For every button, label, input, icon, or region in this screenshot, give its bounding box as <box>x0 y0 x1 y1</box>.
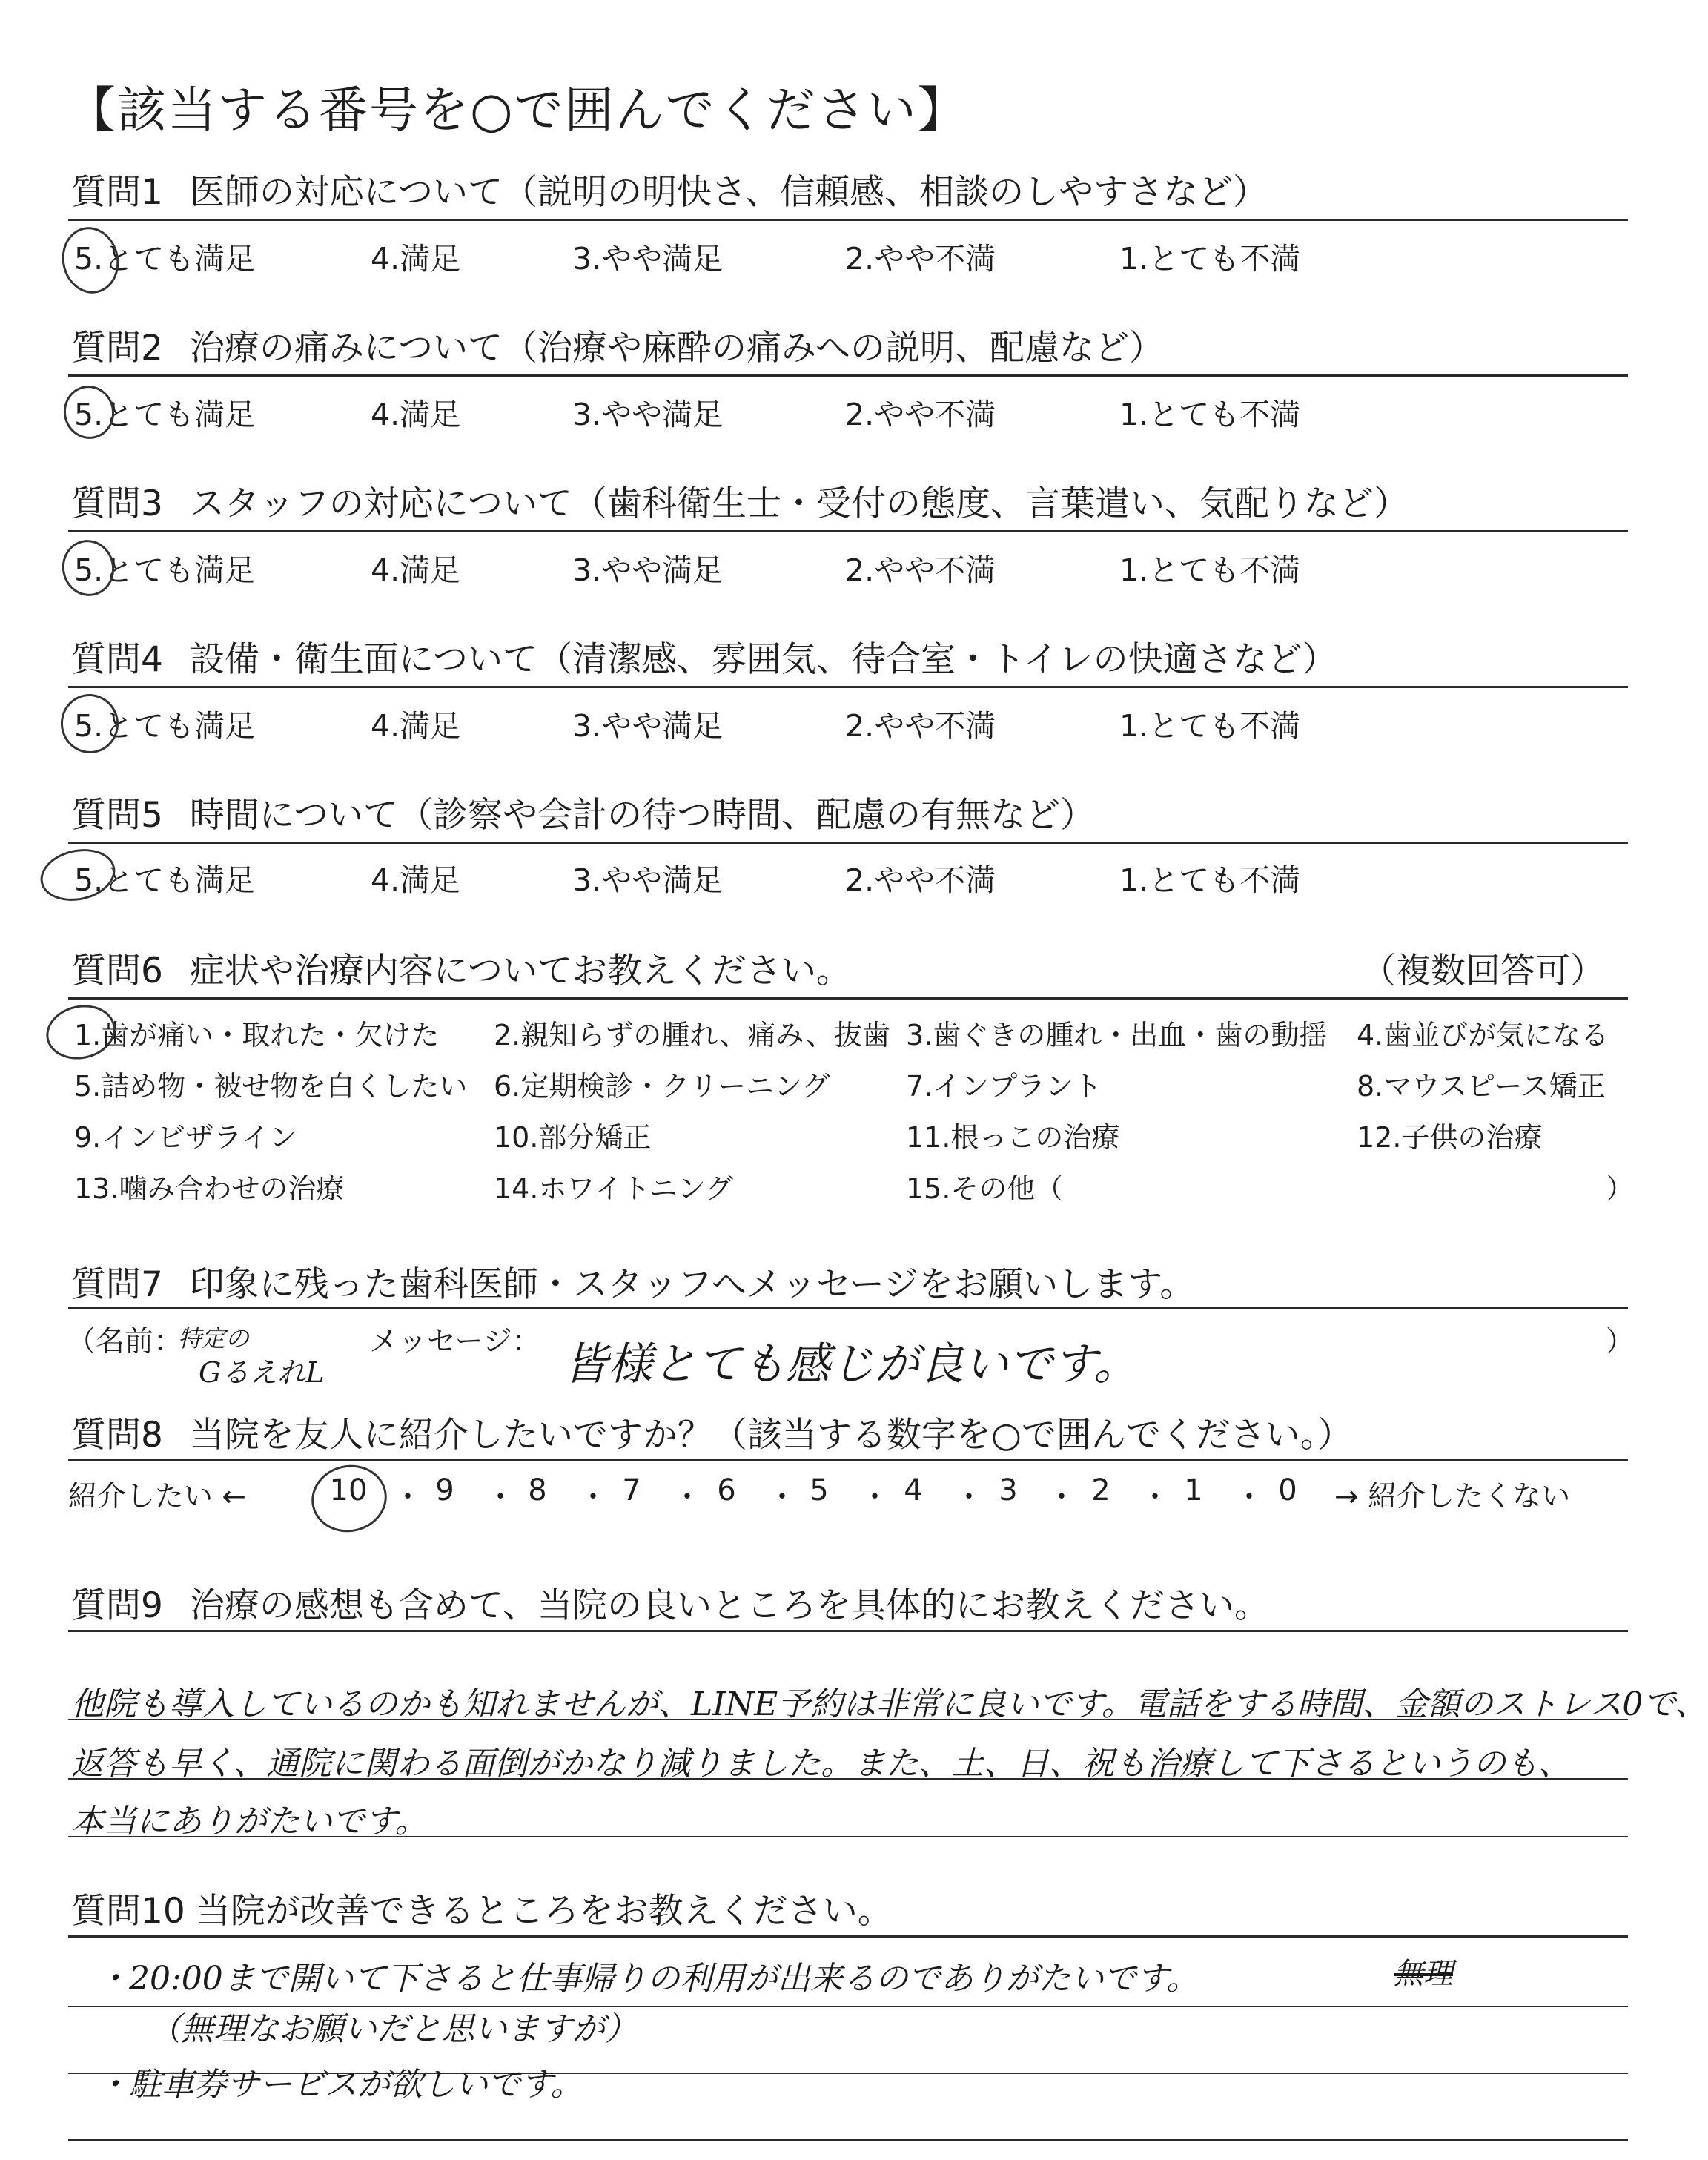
recommend-right-label: → 紹介したくない <box>1334 1480 1571 1513</box>
question-text: 印象に残った歯科医師・スタッフへメッセージをお願いします。 <box>189 1264 1195 1305</box>
answer-line <box>68 2139 1628 2141</box>
selected-circle-mark <box>42 999 121 1066</box>
q10-answer-line-3: ・駐車券サービスが欲しいです。 <box>96 2066 583 2104</box>
q2-option-2[interactable]: 2.やや不満 <box>845 397 996 432</box>
divider <box>68 1630 1628 1632</box>
q6-option-6[interactable]: 6.定期検診・クリーニング <box>494 1070 830 1103</box>
divider <box>68 842 1628 844</box>
selected-circle-mark <box>56 222 125 299</box>
divider <box>68 374 1628 377</box>
q4-option-5[interactable]: 5.とても満足 <box>74 708 256 744</box>
scale-separator: ・ <box>954 1480 984 1514</box>
scale-separator: ・ <box>1047 1480 1076 1514</box>
recommend-left-label: 紹介したい ← <box>68 1480 247 1513</box>
scale-9[interactable]: 9 <box>435 1473 454 1507</box>
q7-message-handwritten: 皆様とても感じが良いです。 <box>563 1338 1139 1390</box>
q4-option-4[interactable]: 4.満足 <box>371 708 461 744</box>
q7-name-label: （名前： <box>67 1325 183 1358</box>
scale-1[interactable]: 1 <box>1184 1473 1203 1507</box>
q1-option-3[interactable]: 3.やや満足 <box>572 241 724 277</box>
question-8 <box>71 1407 1352 1457</box>
q1-option-5[interactable]: 5.とても満足 <box>74 241 256 277</box>
q10-struck-text: 無理 <box>1394 1957 1453 1991</box>
divider <box>68 1307 1628 1309</box>
q6-option-3[interactable]: 3.歯ぐきの腫れ・出血・歯の動揺 <box>906 1019 1328 1051</box>
q5-option-3[interactable]: 3.やや満足 <box>572 862 724 898</box>
q1-option-2[interactable]: 2.やや不満 <box>845 241 996 277</box>
scale-0[interactable]: 0 <box>1278 1473 1297 1507</box>
scale-separator: ・ <box>672 1480 702 1514</box>
divider <box>68 1459 1628 1461</box>
scale-separator: ・ <box>486 1480 515 1514</box>
question-number: 質問4 <box>71 639 163 680</box>
question-2 <box>71 320 1164 370</box>
q4-option-2[interactable]: 2.やや不満 <box>845 708 996 744</box>
question-7 <box>71 1257 1194 1307</box>
q10-answer-line-1: ・20:00まで開いて下さると仕事帰りの利用が出来るのでありがたいです。 <box>96 1960 1199 1998</box>
q6-option-4[interactable]: 4.歯並びが気になる <box>1357 1019 1609 1051</box>
q5-option-5[interactable]: 5.とても満足 <box>74 862 256 898</box>
divider <box>68 530 1628 532</box>
q6-option-9[interactable]: 9.インビザライン <box>74 1121 298 1154</box>
question-3 <box>71 476 1409 526</box>
q3-option-5[interactable]: 5.とても満足 <box>74 552 256 588</box>
q5-option-4[interactable]: 4.満足 <box>371 862 461 898</box>
divider <box>68 1935 1628 1938</box>
question-text: 治療の痛みについて（治療や麻酔の痛みへの説明、配慮など） <box>189 328 1165 369</box>
q6-option-15[interactable]: 15.その他（ <box>906 1172 1064 1205</box>
scale-6[interactable]: 6 <box>717 1473 736 1507</box>
scale-separator: ・ <box>393 1480 423 1514</box>
q3-option-1[interactable]: 1.とても不満 <box>1119 552 1301 588</box>
question-10 <box>71 1883 893 1933</box>
q7-name-handwritten-1: 特定の <box>178 1324 250 1353</box>
q5-option-2[interactable]: 2.やや不満 <box>845 862 996 898</box>
question-text: 当院が改善できるところをお教えください。 <box>195 1891 893 1932</box>
form-title: 【該当する番号を○で囲んでください】 <box>67 82 968 139</box>
selected-circle-mark <box>305 1458 393 1539</box>
q6-option-10[interactable]: 10.部分矯正 <box>494 1121 652 1154</box>
scale-separator: ・ <box>578 1480 608 1514</box>
q4-option-1[interactable]: 1.とても不満 <box>1119 708 1301 744</box>
question-text: 医師の対応について（説明の明快さ、信頼感、相談のしやすさなど） <box>189 172 1268 213</box>
divider <box>68 997 1628 1000</box>
q6-option-12[interactable]: 12.子供の治療 <box>1357 1121 1543 1154</box>
q3-option-3[interactable]: 3.やや満足 <box>572 552 724 588</box>
q7-name-handwritten-2: GるえれL <box>199 1356 325 1389</box>
question-number: 質問9 <box>71 1585 163 1626</box>
q9-answer-line-2: 返答も早く、通院に関わる面倒がかなり減りました。また、土、日、祝も治療して下さるというのも、 <box>71 1745 1572 1783</box>
scale-7[interactable]: 7 <box>622 1473 641 1507</box>
q7-message-label: メッセージ： <box>369 1325 541 1358</box>
scale-separator: ・ <box>1234 1480 1264 1514</box>
question-6 <box>71 943 851 993</box>
scale-separator: ・ <box>767 1480 797 1514</box>
scale-3[interactable]: 3 <box>999 1473 1018 1507</box>
question-9 <box>71 1578 1269 1628</box>
q5-option-1[interactable]: 1.とても不満 <box>1119 862 1301 898</box>
question-number: 質問1 <box>71 172 163 213</box>
q6-option-8[interactable]: 8.マウスピース矯正 <box>1357 1070 1606 1103</box>
multiple-answers-note: （複数回答可） <box>1361 951 1605 991</box>
question-text: スタッフの対応について（歯科衛生士・受付の態度、言葉遣い、気配りなど） <box>189 483 1409 524</box>
question-text: 時間について（診察や会計の待つ時間、配慮の有無など） <box>189 795 1095 836</box>
q6-option-1[interactable]: 1.歯が痛い・取れた・欠けた <box>74 1019 440 1051</box>
question-5 <box>71 787 1095 837</box>
q6-other-close: ） <box>1606 1172 1635 1205</box>
question-number: 質問10 <box>71 1891 185 1932</box>
scale-4[interactable]: 4 <box>904 1473 923 1507</box>
q2-option-1[interactable]: 1.とても不満 <box>1119 397 1301 432</box>
q6-option-11[interactable]: 11.根っこの治療 <box>906 1121 1120 1154</box>
scale-separator: ・ <box>860 1480 890 1514</box>
question-number: 質問5 <box>71 795 163 836</box>
q6-option-14[interactable]: 14.ホワイトニング <box>494 1172 734 1205</box>
q6-option-13[interactable]: 13.噛み合わせの治療 <box>74 1172 345 1205</box>
question-number: 質問3 <box>71 483 163 524</box>
scale-8[interactable]: 8 <box>528 1473 547 1507</box>
q4-option-3[interactable]: 3.やや満足 <box>572 708 724 744</box>
q2-option-5[interactable]: 5.とても満足 <box>74 397 256 432</box>
scale-2[interactable]: 2 <box>1091 1473 1110 1507</box>
scale-10[interactable]: 10 <box>329 1473 368 1507</box>
question-text: 設備・衛生面について（清潔感、雰囲気、待合室・トイレの快適さなど） <box>189 639 1337 680</box>
question-number: 質問2 <box>71 328 163 369</box>
q1-option-4[interactable]: 4.満足 <box>371 241 461 277</box>
q7-close-paren: ） <box>1606 1325 1635 1358</box>
scale-separator: ・ <box>1140 1480 1170 1514</box>
q6-option-5[interactable]: 5.詰め物・被せ物を白くしたい <box>74 1070 468 1103</box>
scale-5[interactable]: 5 <box>810 1473 829 1507</box>
divider <box>68 219 1628 221</box>
question-number: 質問8 <box>71 1415 163 1456</box>
q10-answer-line-2: （無理なお願いだと思いますが） <box>148 2010 638 2048</box>
question-text: 症状や治療内容についてお教えください。 <box>189 951 851 991</box>
q9-answer-line-3: 本当にありがたいです。 <box>71 1803 428 1840</box>
q2-option-4[interactable]: 4.満足 <box>371 397 461 432</box>
question-text: 当院を友人に紹介したいですか？（該当する数字を○で囲んでください。） <box>189 1415 1353 1456</box>
q3-option-2[interactable]: 2.やや不満 <box>845 552 996 588</box>
q9-answer-line-1: 他院も導入しているのかも知れませんが、LINE予約は非常に良いです。電話をする時間、金額のストレス0で、 <box>71 1685 1708 1723</box>
question-4 <box>71 632 1337 681</box>
question-number: 質問6 <box>71 951 163 991</box>
q6-option-2[interactable]: 2.親知らずの腫れ、痛み、抜歯 <box>494 1019 890 1051</box>
q1-option-1[interactable]: 1.とても不満 <box>1119 241 1301 277</box>
selected-circle-mark <box>56 689 125 759</box>
selected-circle-mark <box>57 535 119 601</box>
q6-option-7[interactable]: 7.インプラント <box>906 1070 1102 1103</box>
question-1 <box>71 165 1268 214</box>
divider <box>68 686 1628 688</box>
question-text: 治療の感想も含めて、当院の良いところを具体的にお教えください。 <box>189 1585 1269 1626</box>
q3-option-4[interactable]: 4.満足 <box>371 552 461 588</box>
q2-option-3[interactable]: 3.やや満足 <box>572 397 724 432</box>
question-number: 質問7 <box>71 1264 163 1305</box>
